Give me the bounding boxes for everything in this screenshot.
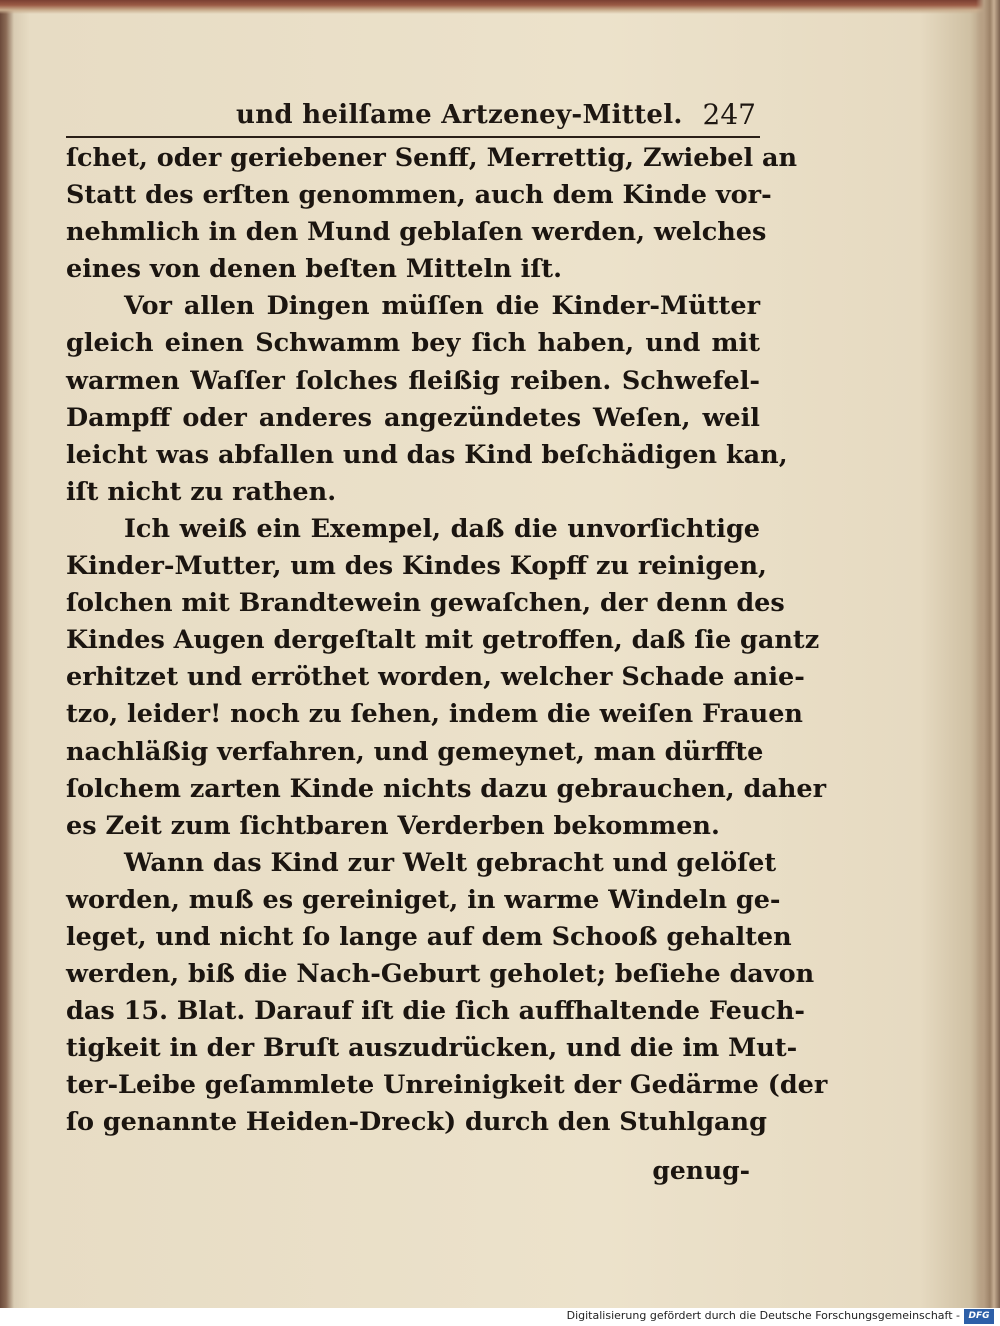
text-line: leget, und nicht ſo lange auf dem Schooß gehalten xyxy=(66,921,792,952)
text-line: Dampff oder anderes angezündetes Weſen, weil xyxy=(66,402,760,433)
body-text xyxy=(66,140,828,1142)
text-line: tigkeit in der Bruſt auszudrücken, und die im Mut- xyxy=(66,1033,798,1064)
text-line: warmen Waſſer ſolches fleißig reiben. Schwefel- xyxy=(66,365,760,396)
text-line: werden, biß die Nach-Geburt geholet; beſiehe davon xyxy=(66,959,815,990)
text-line: eines von denen beſten Mitteln iſt. xyxy=(66,254,562,285)
text-line: Wann das Kind zur Welt gebracht und gelöſet xyxy=(124,847,777,878)
running-head-title: und heilſame Artzeney-Mittel. xyxy=(236,100,683,130)
dfg-logo-icon: DFG xyxy=(964,1309,994,1324)
catchword: genug- xyxy=(652,1156,750,1185)
catchword-row xyxy=(66,1150,760,1190)
text-line: nachläßig verfahren, und gemeynet, man dürffte xyxy=(66,736,764,767)
text-line: ſolchen mit Brandtewein gewaſchen, der denn des xyxy=(66,588,785,619)
text-line: erhitzet und erröthet worden, welcher Schade anie- xyxy=(66,662,805,693)
text-line: Kindes Augen dergeſtalt mit getroffen, daß ſie gantz xyxy=(66,625,820,656)
funding-credit: Digitalisierung gefördert durch die Deutsche Forschungsgemeinschaft - xyxy=(566,1309,960,1322)
running-header xyxy=(66,96,760,138)
text-line: ſo genannte Heiden-Dreck) durch den Stuhlgang xyxy=(66,1107,767,1138)
text-line: Vor allen Dingen müſſen die Kinder-Mütter xyxy=(124,291,760,322)
text-line: ter-Leibe geſammlete Unreinigkeit der Gedärme (der xyxy=(66,1070,828,1101)
text-line: ſchet, oder geriebener Senff, Merrettig, Zwiebel an xyxy=(66,143,798,173)
digitization-footer xyxy=(0,1308,1000,1326)
page-fore-edge xyxy=(976,0,1000,1308)
text-line: gleich einen Schwamm bey ſich haben, und mit xyxy=(66,328,760,359)
text-line: worden, muß es gereiniget, in warme Windeln ge- xyxy=(66,884,781,915)
text-line: iſt nicht zu rathen. xyxy=(66,476,337,507)
text-line: es Zeit zum ſichtbaren Verderben bekommen. xyxy=(66,810,720,841)
text-line: Ich weiß ein Exempel, daß die unvorſichtige xyxy=(124,513,760,544)
text-line: leicht was abfallen und das Kind beſchädigen kan, xyxy=(66,439,788,470)
text-line: Statt des erſten genommen, auch dem Kinde vor- xyxy=(66,180,772,211)
text-line: nehmlich in den Mund geblaſen werden, welches xyxy=(66,217,767,248)
text-line: tzo, leider! noch zu ſehen, indem die weiſen Frauen xyxy=(66,699,803,730)
page-number: 247 xyxy=(702,98,756,131)
text-line: das 15. Blat. Darauf iſt die ſich auffhaltende Feuch- xyxy=(66,996,805,1027)
text-line: ſolchem zarten Kinde nichts dazu gebrauchen, daher xyxy=(66,773,827,804)
text-line: Kinder-Mutter, um des Kindes Kopff zu reinigen, xyxy=(66,551,767,582)
